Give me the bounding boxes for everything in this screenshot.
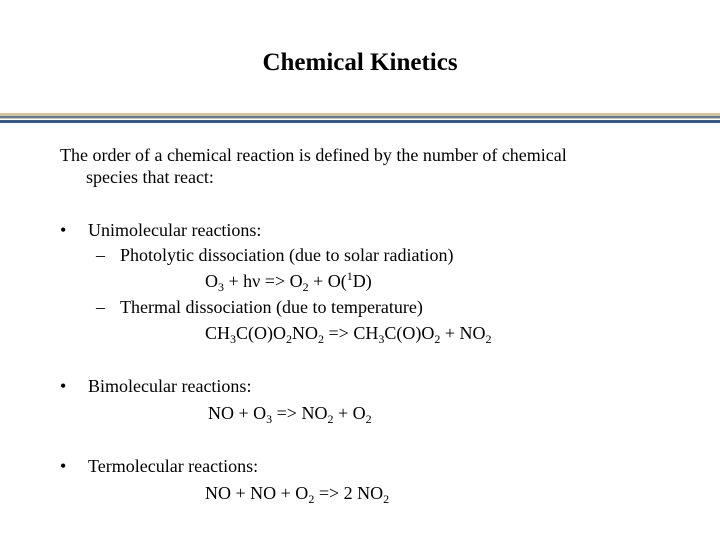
- eq-text: O: [205, 271, 218, 291]
- eq-text: => 2 NO: [314, 483, 384, 503]
- divider-blue-stripe: [0, 120, 720, 123]
- eq-text: C(O)O: [384, 323, 435, 343]
- bimolecular-label: Bimolecular reactions:: [88, 376, 252, 396]
- eq-subscript: 3: [230, 332, 237, 346]
- intro-line-1: The order of a chemical reaction is defined by the number of chemical: [60, 145, 567, 165]
- divider-thin-gold-stripe: [0, 118, 720, 119]
- thermal-label: Thermal dissociation (due to temperature): [120, 297, 423, 317]
- eq-subscript: 3: [378, 332, 385, 346]
- eq-subscript: 2: [302, 280, 309, 294]
- page-title: Chemical Kinetics: [262, 49, 458, 76]
- photolytic-equation: [205, 271, 372, 292]
- eq-subscript: 2: [286, 332, 293, 346]
- bimolecular-equation: [208, 403, 372, 424]
- eq-text: CH: [205, 323, 231, 343]
- dash-marker: –: [96, 297, 105, 317]
- dash-marker: –: [96, 245, 105, 265]
- termolecular-label: Termolecular reactions:: [88, 456, 259, 476]
- eq-subscript: 3: [218, 280, 224, 294]
- intro-line-2: species that react:: [86, 167, 214, 187]
- eq-text: => CH: [324, 323, 379, 343]
- eq-text: + O: [333, 403, 366, 423]
- eq-subscript: 2: [327, 412, 334, 426]
- eq-superscript: 1: [346, 269, 353, 283]
- thermal-equation: [205, 323, 491, 344]
- eq-text: + NO: [440, 323, 486, 343]
- eq-subscript: 2: [318, 332, 325, 346]
- unimolecular-label: Unimolecular reactions:: [88, 220, 262, 240]
- eq-subscript: 2: [434, 332, 441, 346]
- eq-text: + O(: [308, 271, 347, 291]
- bullet-marker: •: [60, 456, 67, 476]
- eq-text: D): [352, 271, 372, 291]
- eq-text: C(O)O: [236, 323, 287, 343]
- termolecular-equation: [205, 483, 389, 504]
- bullet-marker: •: [60, 376, 67, 396]
- eq-text: NO + NO + O: [205, 483, 309, 503]
- eq-text: NO + O: [208, 403, 267, 423]
- eq-subscript: 2: [365, 412, 372, 426]
- eq-text: => NO: [272, 403, 328, 423]
- bullet-marker: •: [60, 220, 67, 240]
- eq-text: NO: [292, 323, 319, 343]
- eq-subscript: 3: [266, 412, 273, 426]
- eq-subscript: 2: [383, 492, 390, 506]
- eq-subscript: 2: [308, 492, 315, 506]
- eq-text: + hν => O: [224, 271, 303, 291]
- eq-subscript: 2: [485, 332, 492, 346]
- photolytic-label: Photolytic dissociation (due to solar radiation): [120, 245, 454, 265]
